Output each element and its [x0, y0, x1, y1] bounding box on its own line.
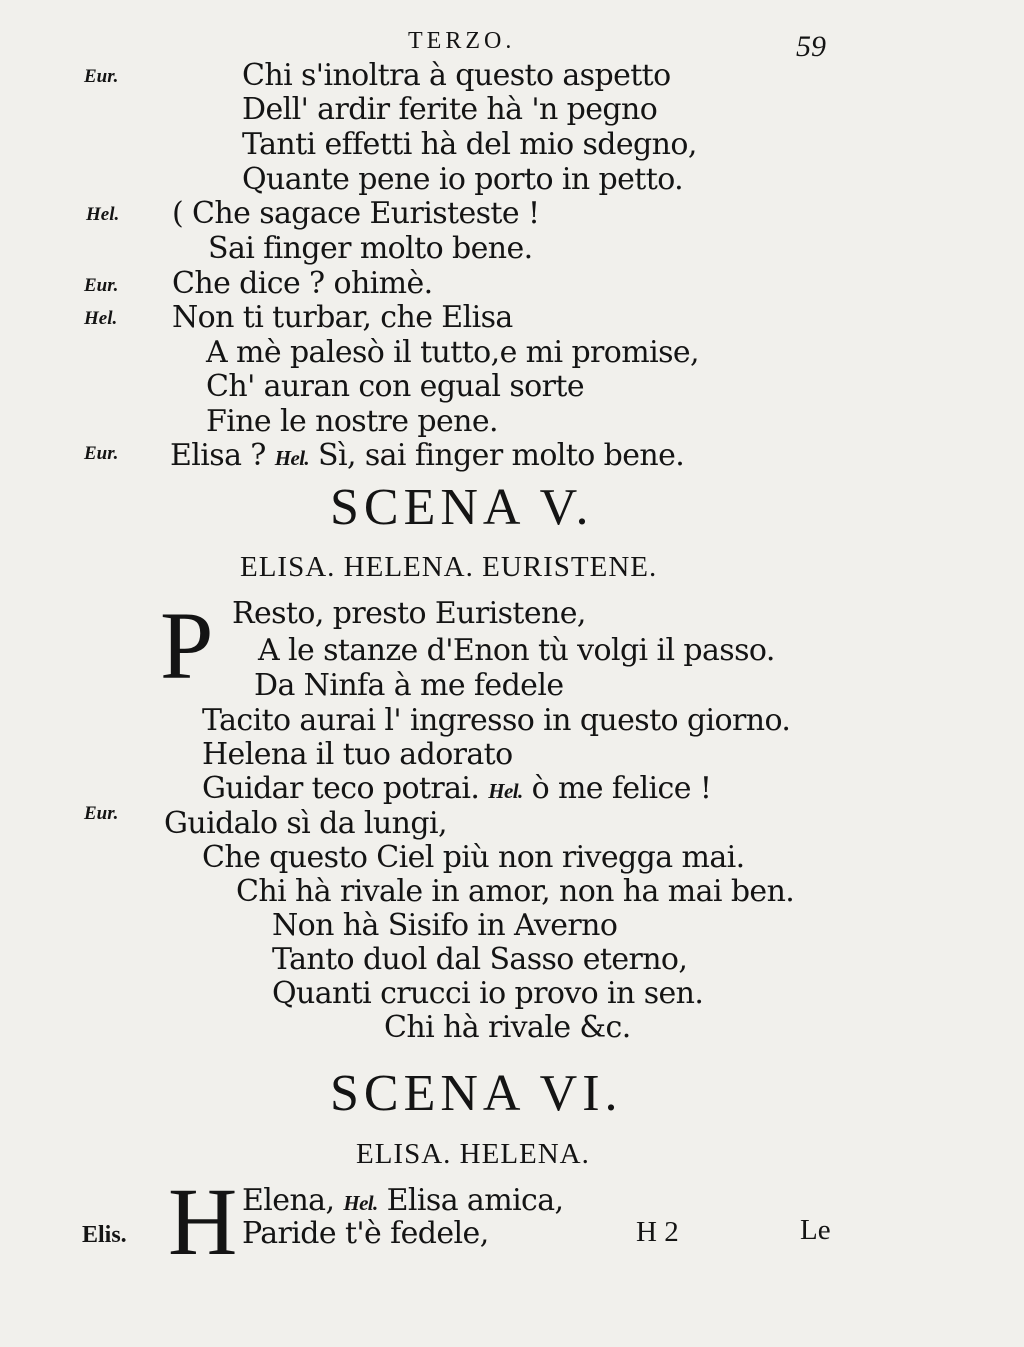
drop-cap: P — [160, 592, 214, 699]
verse-line: A le stanze d'Enon tù volgi il passo. — [258, 633, 775, 668]
inline-speaker-label: Hel. — [488, 779, 523, 803]
verse-line: Dell' ardir ferite hà 'n pegno — [242, 92, 658, 127]
running-head: TERZO. — [408, 28, 516, 54]
verse-line: Chi hà rivale &c. — [384, 1010, 631, 1045]
verse-text: ò me felice ! — [531, 771, 712, 806]
scene-cast: ELISA. HELENA. EURISTENE. — [240, 551, 658, 583]
inline-speaker-label: Hel. — [274, 446, 310, 470]
speaker-label: Eur. — [84, 275, 119, 296]
verse-text: Elisa ? — [170, 438, 266, 473]
verse-line: Che questo Ciel più non rivegga mai. — [202, 840, 745, 875]
page-number: 59 — [796, 30, 826, 63]
verse-line: Sai finger molto bene. — [208, 231, 533, 266]
verse-line: Tacito aurai l' ingresso in questo giorno. — [202, 703, 791, 738]
signature-mark: H 2 — [636, 1216, 679, 1248]
verse-line: Resto, presto Euristene, — [232, 596, 586, 631]
verse-text: Elisa amica, — [386, 1183, 564, 1218]
verse-line: Tanti effetti hà del mio sdegno, — [242, 127, 697, 162]
verse-line: Chi hà rivale in amor, non ha mai ben. — [236, 874, 795, 909]
verse-line: Che dice ? ohimè. — [172, 266, 433, 301]
speaker-label: Eur. — [84, 803, 119, 824]
verse-text: Elena, — [242, 1183, 335, 1218]
verse-line: Guidalo sì da lungi, — [164, 806, 447, 841]
verse-line: Paride t'è fedele, — [242, 1216, 489, 1251]
verse-text: Guidar teco potrai. — [202, 771, 480, 806]
verse-line: Fine le nostre pene. — [206, 404, 498, 439]
speaker-label: Hel. — [84, 308, 118, 329]
scene-heading: SCENA VI. — [330, 1065, 623, 1122]
speaker-label: Elis. — [82, 1222, 127, 1248]
verse-line: Helena il tuo adorato — [202, 737, 513, 772]
speaker-label: Eur. — [84, 66, 119, 87]
verse-text: Sì, sai finger molto bene. — [318, 438, 685, 473]
drop-cap: H — [168, 1168, 238, 1275]
verse-line: ( Che sagace Euristeste ! — [172, 196, 540, 231]
verse-line: Non ti turbar, che Elisa — [172, 300, 513, 335]
verse-line — [170, 438, 684, 473]
scene-cast: ELISA. HELENA. — [356, 1138, 590, 1170]
verse-line: Quante pene io porto in petto. — [242, 162, 684, 197]
verse-line: Da Ninfa à me fedele — [254, 668, 564, 703]
catchword: Le — [800, 1214, 831, 1246]
verse-line — [242, 1183, 563, 1218]
verse-line: Chi s'inoltra à questo aspetto — [242, 58, 671, 93]
verse-line: Ch' auran con egual sorte — [206, 369, 584, 404]
speaker-label: Hel. — [86, 204, 120, 225]
verse-line: Quanti crucci io provo in sen. — [272, 976, 704, 1011]
scene-heading: SCENA V. — [330, 479, 594, 536]
verse-line: A mè palesò il tutto,e mi promise, — [206, 335, 699, 370]
speaker-label: Eur. — [84, 443, 119, 464]
verse-line: Tanto duol dal Sasso eterno, — [272, 942, 688, 977]
verse-line — [202, 771, 711, 806]
inline-speaker-label: Hel. — [343, 1191, 378, 1215]
verse-line: Non hà Sisifo in Averno — [272, 908, 618, 943]
